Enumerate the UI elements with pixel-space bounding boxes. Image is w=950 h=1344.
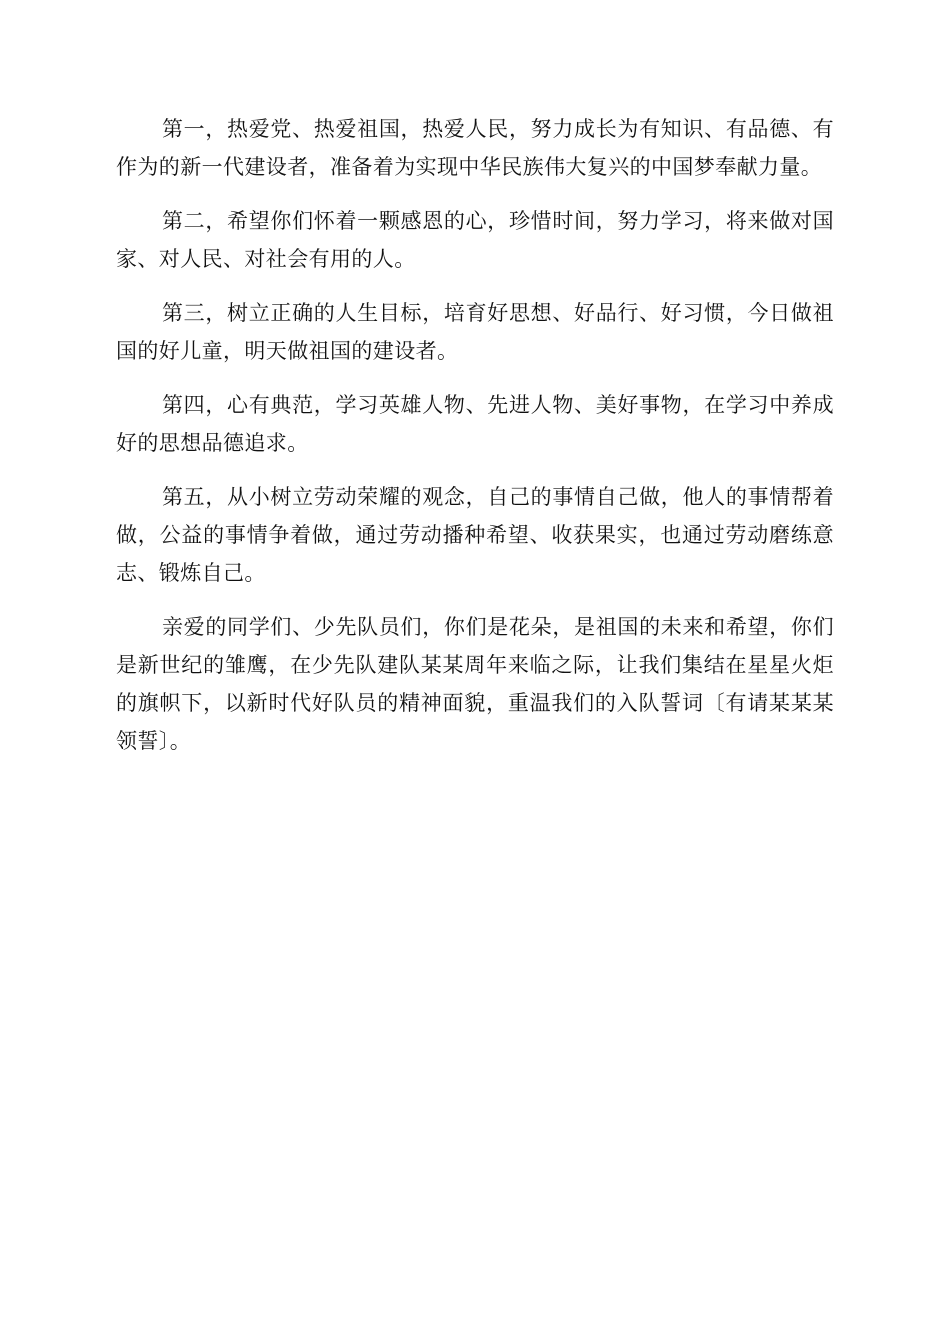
paragraph-4: 第四，心有典范，学习英雄人物、先进人物、美好事物，在学习中养成好的思想品德追求。 bbox=[116, 393, 834, 456]
paragraph-1: 第一，热爱党、热爱祖国，热爱人民，努力成长为有知识、有品德、有作为的新一代建设者，准备着为实现中华民族伟大复兴的中国梦奉献力量。 bbox=[116, 117, 834, 179]
paragraph-2: 第二，希望你们怀着一颗感恩的心，珍惜时间，努力学习，将来做对国家、对人民、对社会有用的人。 bbox=[116, 209, 834, 271]
paragraph-3: 第三，树立正确的人生目标，培育好思想、好品行、好习惯，今日做祖国的好儿童，明天做祖国的建设者。 bbox=[116, 301, 834, 363]
document-body bbox=[116, 111, 834, 777]
paragraph-5: 第五，从小树立劳动荣耀的观念，自己的事情自己做，他人的事情帮着做，公益的事情争着做，通过劳动播种希望、收获果实，也通过劳动磨练意志、锻炼自己。 bbox=[116, 485, 834, 585]
paragraph-6: 亲爱的同学们、少先队员们，你们是花朵，是祖国的未来和希望，你们是新世纪的雏鹰，在少先队建队某某周年来临之际，让我们集结在星星火炬的旗帜下，以新时代好队员的精神面貌，重温我们的入队誓词〔有请某某某领誓〕。 bbox=[116, 615, 834, 753]
